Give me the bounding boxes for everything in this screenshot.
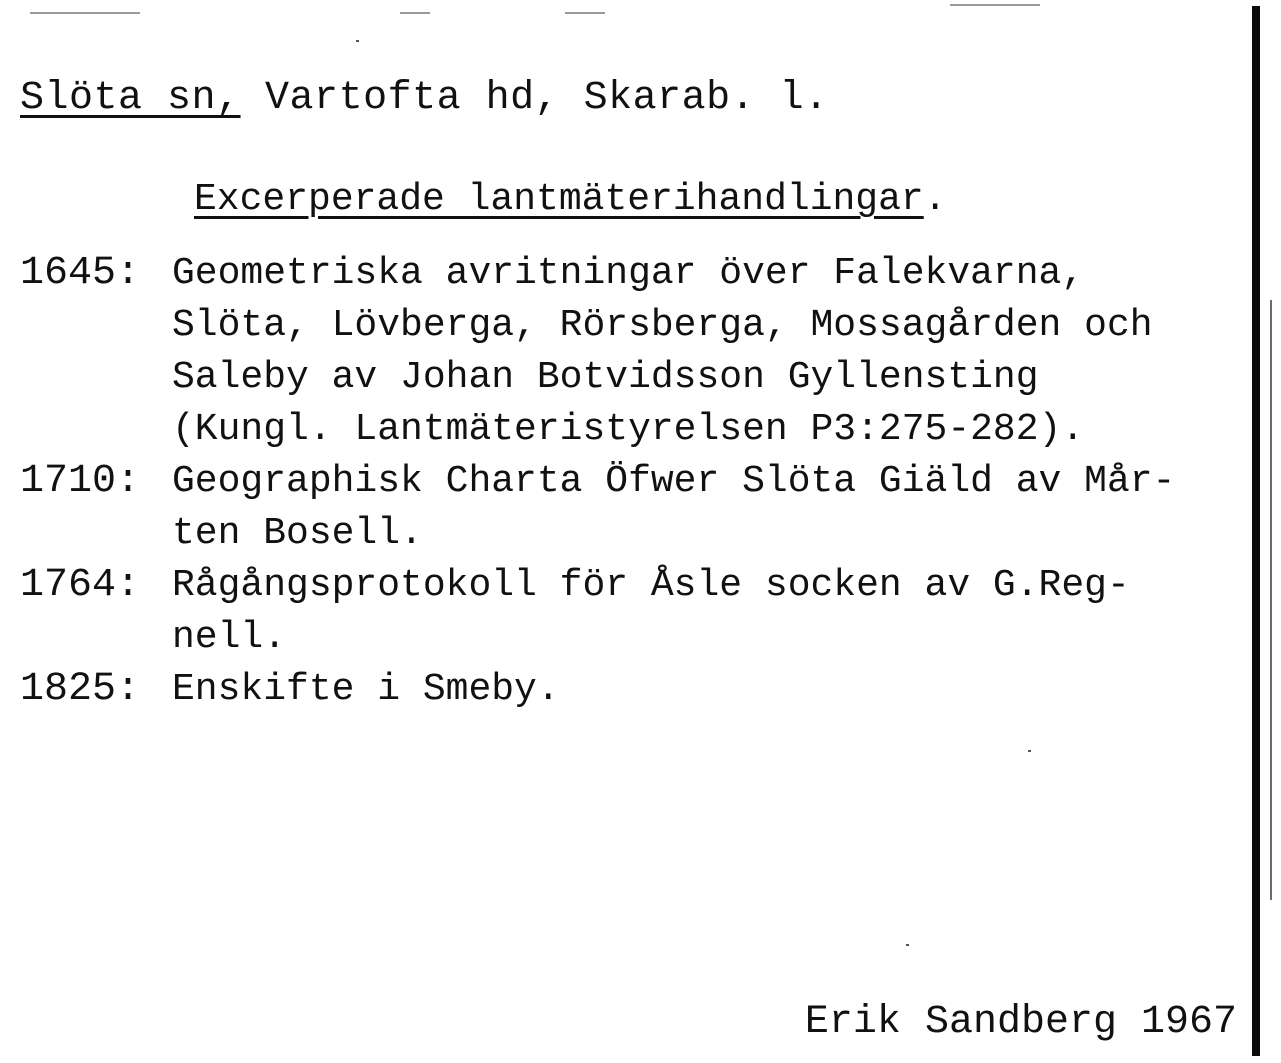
subtitle-period: . bbox=[923, 178, 947, 221]
list-item bbox=[20, 664, 1260, 716]
entry-text: Geometriska avritningar över Falekvarna, Slöta, Lövberga, Rörsberga, Mossagården och Saleby av Johan Botvidsson Gyllensting (Kungl. Lantmäteristyrelsen P3:275-282). bbox=[172, 252, 1153, 451]
list-item bbox=[20, 560, 1260, 664]
entry-text: Enskifte i Smeby. bbox=[172, 668, 560, 711]
card-heading bbox=[20, 76, 829, 121]
subtitle-text: Excerperade lantmäterihandlingar bbox=[194, 178, 924, 221]
list-item bbox=[20, 456, 1260, 560]
card-subtitle bbox=[194, 178, 947, 221]
list-item bbox=[20, 248, 1260, 456]
entry-year: 1825: bbox=[20, 667, 141, 712]
entry-year: 1710: bbox=[20, 459, 141, 504]
signature: Erik Sandberg 1967 bbox=[804, 1000, 1237, 1045]
scan-speck bbox=[356, 40, 359, 42]
parish-name: Slöta sn, bbox=[20, 76, 241, 121]
scan-artifact bbox=[950, 4, 1040, 6]
entry-year: 1764: bbox=[20, 563, 141, 608]
district-info: Vartofta hd, Skarab. l. bbox=[240, 76, 829, 121]
entry-year: 1645: bbox=[20, 251, 141, 296]
scan-artifact bbox=[565, 12, 605, 14]
scan-speck bbox=[906, 944, 909, 946]
scan-speck bbox=[1028, 750, 1031, 752]
entry-text: Geographisk Charta Öfwer Slöta Giäld av Mår- ten Bosell. bbox=[172, 460, 1176, 555]
scan-artifact bbox=[30, 12, 140, 14]
card-edge-line bbox=[1270, 300, 1272, 900]
scan-artifact bbox=[400, 12, 430, 14]
entry-list bbox=[20, 248, 1260, 716]
entry-text: Rågångsprotokoll för Åsle socken av G.Reg- nell. bbox=[172, 564, 1130, 659]
